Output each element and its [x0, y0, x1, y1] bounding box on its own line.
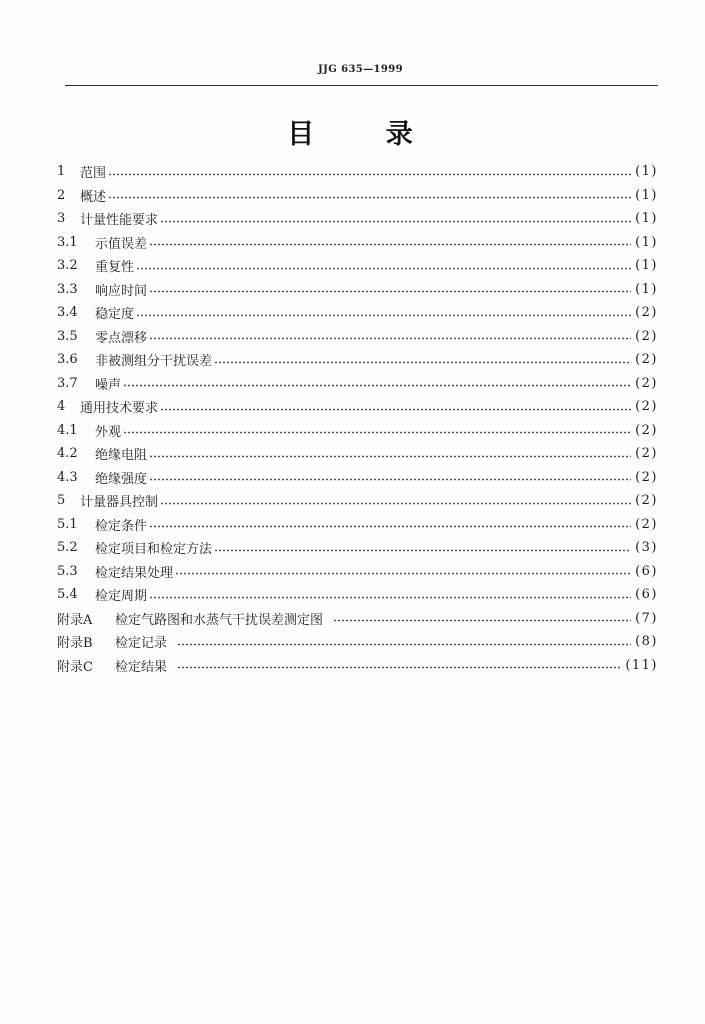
dot-leader: [108, 196, 631, 199]
toc-entry-label: 计量器具控制: [80, 495, 159, 511]
toc-entry-page: (2): [635, 399, 658, 415]
toc-entry-page: (2): [635, 352, 658, 368]
toc-entry: [57, 560, 658, 584]
toc-entry-number: 5.4: [57, 587, 78, 603]
dot-leader: [136, 267, 631, 270]
toc-entry-page: (2): [635, 469, 658, 485]
toc-entry-number: 1: [57, 164, 66, 180]
toc-entry-page: (6): [635, 587, 658, 603]
toc-entry-page: (1): [635, 281, 658, 297]
toc-entry-appendix: [57, 630, 658, 654]
toc-entry-number: 附录B: [57, 636, 93, 652]
toc-entry-appendix: [57, 607, 658, 631]
toc-entry-label: 检定条件: [95, 518, 148, 534]
toc-entry-number: 3.4: [57, 305, 78, 321]
toc-entry: [57, 372, 658, 396]
toc-entry-label: 非被测组分干扰误差: [95, 354, 213, 370]
toc-entry-number: 3: [57, 211, 66, 227]
toc-entry-label: 范围: [80, 166, 107, 182]
dot-leader: [149, 337, 631, 340]
toc-entry-page: (1): [635, 258, 658, 274]
toc-entry-page: (2): [635, 375, 658, 391]
toc-entry-number: 4: [57, 399, 66, 415]
dot-leader: [149, 478, 631, 481]
dot-leader: [123, 431, 631, 434]
toc-entry-page: (6): [635, 563, 658, 579]
toc-entry-number: 3.5: [57, 328, 78, 344]
dot-leader: [177, 666, 621, 669]
toc-entry-number: 5.1: [57, 516, 78, 532]
toc-entry-page: (1): [635, 187, 658, 203]
dot-leader: [149, 455, 631, 458]
toc-entry: [57, 466, 658, 490]
dot-leader: [149, 525, 631, 528]
toc-entry-label: 通用技术要求: [80, 401, 159, 417]
toc-entry-page: (1): [635, 211, 658, 227]
toc-entry-page: (1): [635, 164, 658, 180]
toc-entry-appendix: [57, 654, 658, 678]
toc-entry-page: (2): [635, 493, 658, 509]
dot-leader: [149, 243, 631, 246]
toc-entry-page: (2): [635, 328, 658, 344]
toc-entry: [57, 419, 658, 443]
toc-entry-label: 绝缘强度: [95, 471, 148, 487]
toc-entry: [57, 536, 658, 560]
toc-entry: [57, 231, 658, 255]
toc-entry-label: 重复性: [95, 260, 135, 276]
toc-entry-number: 3.6: [57, 352, 78, 368]
toc-entry-page: (11): [625, 657, 658, 673]
toc-entry: [57, 207, 658, 231]
toc-entry-number: 3.7: [57, 375, 78, 391]
toc-entry: [57, 160, 658, 184]
toc-entry: [57, 348, 658, 372]
toc-entry: [57, 395, 658, 419]
toc-entry-page: (2): [635, 446, 658, 462]
toc-entry-label: 检定气路图和水蒸气干扰误差测定图: [115, 612, 324, 628]
dot-leader: [123, 384, 631, 387]
toc-entry-number: 3.2: [57, 258, 78, 274]
toc-entry-label: 检定周期: [95, 589, 148, 605]
dot-leader: [136, 314, 631, 317]
toc-entry-number: 附录A: [57, 612, 93, 628]
toc-entry-number: 附录C: [57, 659, 93, 675]
toc-entry: [57, 278, 658, 302]
document-code: JJG 635—1999: [318, 64, 403, 75]
toc-entry-label: 响应时间: [95, 283, 148, 299]
page-title: 目 录: [287, 119, 413, 150]
toc-entry-label: 检定结果: [115, 659, 168, 675]
toc-entry-number: 4.3: [57, 469, 78, 485]
dot-leader: [160, 408, 631, 411]
toc-entry: [57, 184, 658, 208]
toc-entry-label: 概述: [80, 189, 107, 205]
toc-entry-label: 外观: [95, 424, 122, 440]
toc-entry-label: 噪声: [95, 377, 122, 393]
toc-entry: [57, 325, 658, 349]
toc-entry-number: 3.3: [57, 281, 78, 297]
toc-entry-page: (2): [635, 422, 658, 438]
dot-leader: [175, 572, 631, 575]
dot-leader: [108, 173, 631, 176]
toc-entry-number: 5.3: [57, 563, 78, 579]
dot-leader: [149, 596, 631, 599]
toc-entry: [57, 583, 658, 607]
toc-entry-number: 5.2: [57, 540, 78, 556]
toc-entry-label: 绝缘电阻: [95, 448, 148, 464]
toc-entry: [57, 489, 658, 513]
toc-entry: [57, 301, 658, 325]
dot-leader: [214, 361, 631, 364]
dot-leader: [160, 502, 631, 505]
toc-entry-number: 2: [57, 187, 66, 203]
toc-entry: [57, 254, 658, 278]
toc-entry-label: 示值误差: [95, 236, 148, 252]
toc-entry-label: 稳定度: [95, 307, 135, 323]
dot-leader: [214, 549, 631, 552]
toc-entry-number: 5: [57, 493, 66, 509]
toc-entry-label: 检定记录: [115, 636, 168, 652]
toc-entry-label: 检定项目和检定方法: [95, 542, 213, 558]
toc-entry-label: 检定结果处理: [95, 565, 174, 581]
header-rule: [65, 85, 658, 86]
dot-leader: [333, 619, 631, 622]
toc-entry-page: (7): [635, 610, 658, 626]
dot-leader: [149, 290, 631, 293]
toc-entry: [57, 513, 658, 537]
toc-entry-page: (1): [635, 234, 658, 250]
dot-leader: [160, 220, 631, 223]
toc-entry-page: (3): [635, 540, 658, 556]
toc-entry-number: 4.2: [57, 446, 78, 462]
toc-entry-page: (2): [635, 516, 658, 532]
toc-entry-number: 3.1: [57, 234, 78, 250]
toc-entry-label: 零点漂移: [95, 330, 148, 346]
toc-entry-page: (8): [635, 634, 658, 650]
toc-entry: [57, 442, 658, 466]
table-of-contents: [57, 160, 658, 677]
toc-entry-number: 4.1: [57, 422, 78, 438]
dot-leader: [177, 643, 631, 646]
toc-entry-label: 计量性能要求: [80, 213, 159, 229]
toc-entry-page: (2): [635, 305, 658, 321]
